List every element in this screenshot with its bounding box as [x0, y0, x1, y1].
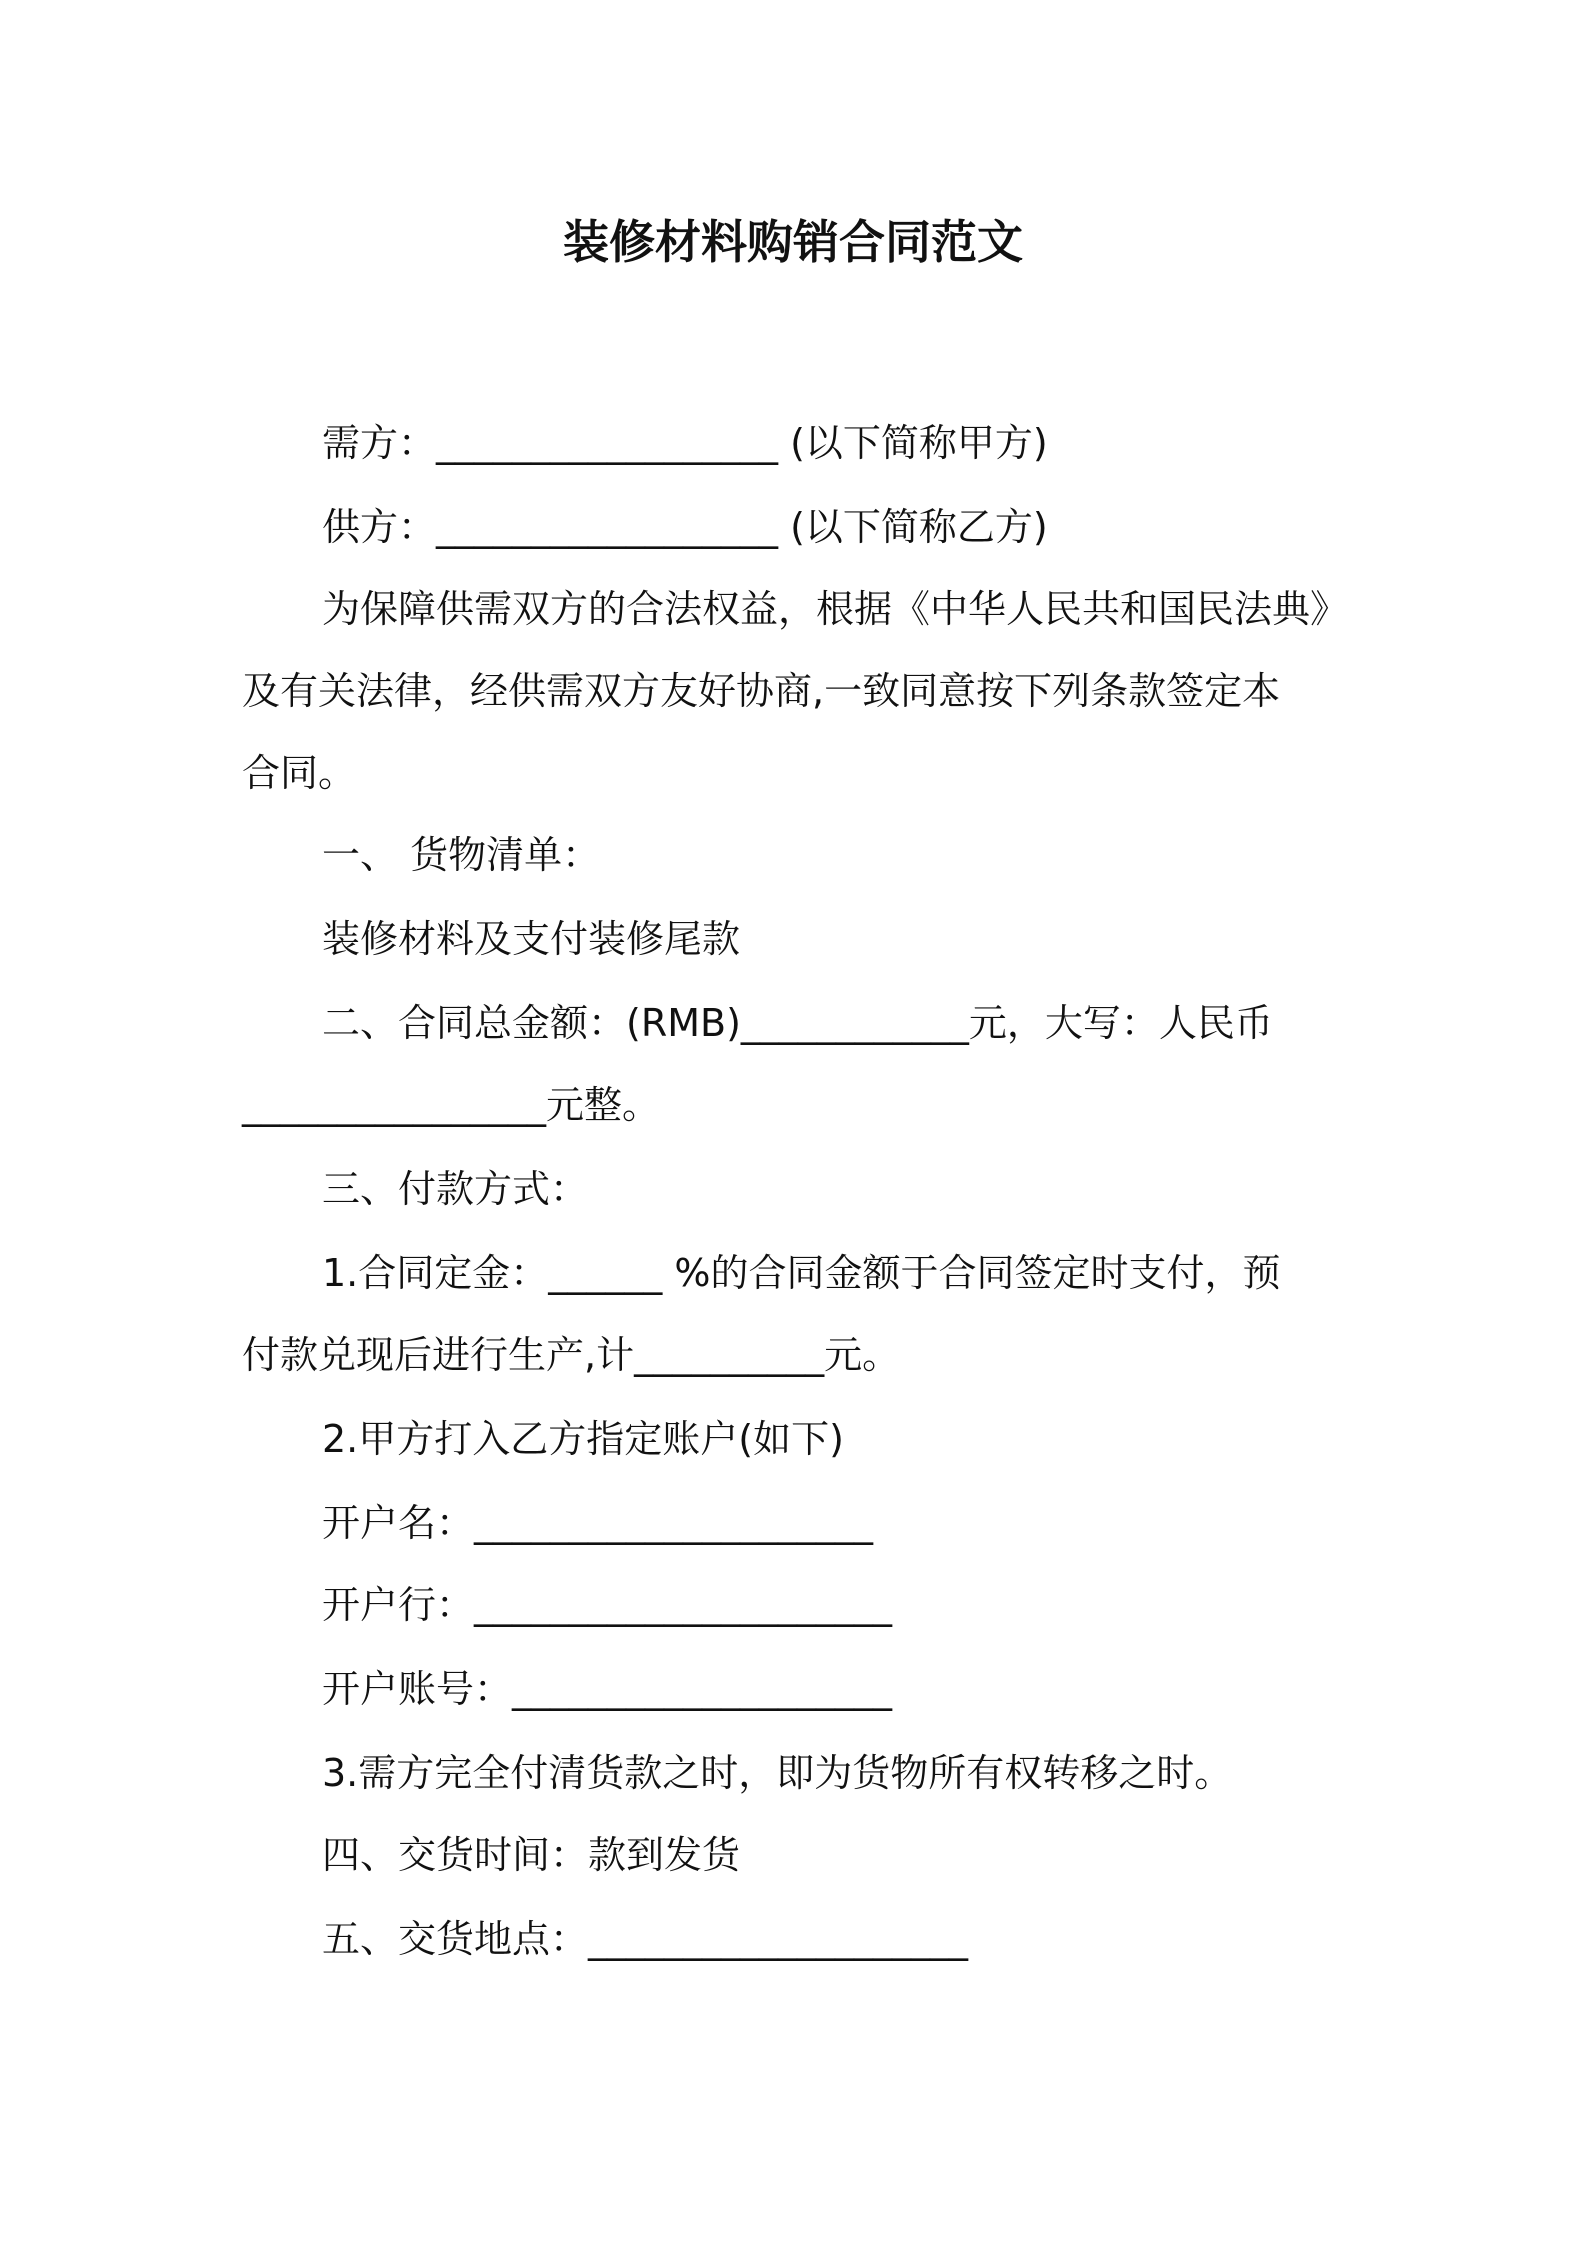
preamble-line-2: 及有关法律，经供需双方友好协商,一致同意按下列条款签定本 — [242, 669, 1281, 713]
ownership-transfer-line: 3.需方完全付清货款之时，即为货物所有权转移之时。 — [322, 1751, 1233, 1795]
section-2-amount-line-2: ________________元整。 — [242, 1083, 661, 1127]
document-title: 装修材料购销合同范文 — [563, 215, 1023, 269]
bank-name-line: 开户行：______________________ — [322, 1583, 893, 1627]
section-1-heading: 一、 货物清单： — [322, 833, 601, 877]
deposit-line-2: 付款兑现后进行生产,计__________元。 — [242, 1333, 901, 1377]
section-2-amount-line-1: 二、合同总金额：(RMB)____________元，大写：人民币 — [322, 1001, 1273, 1045]
goods-list-text: 装修材料及支付装修尾款 — [322, 917, 741, 961]
buyer-line: 需方：__________________ (以下简称甲方) — [322, 421, 1048, 465]
preamble-line-1: 为保障供需双方的合法权益，根据《中华人民共和国民法典》 — [322, 587, 1349, 631]
account-number-line: 开户账号：____________________ — [322, 1667, 893, 1711]
preamble-line-3: 合同。 — [242, 751, 357, 795]
supplier-line: 供方：__________________ (以下简称乙方) — [322, 505, 1048, 549]
section-3-heading: 三、付款方式： — [322, 1167, 589, 1211]
account-name-line: 开户名：_____________________ — [322, 1501, 874, 1545]
deposit-line-1: 1.合同定金：______ %的合同金额于合同签定时支付，预 — [322, 1251, 1281, 1295]
section-5-delivery-place: 五、交货地点：____________________ — [322, 1917, 969, 1961]
section-4-delivery-time: 四、交货时间：款到发货 — [322, 1833, 741, 1877]
account-intro-line: 2.甲方打入乙方指定账户(如下) — [322, 1417, 844, 1461]
